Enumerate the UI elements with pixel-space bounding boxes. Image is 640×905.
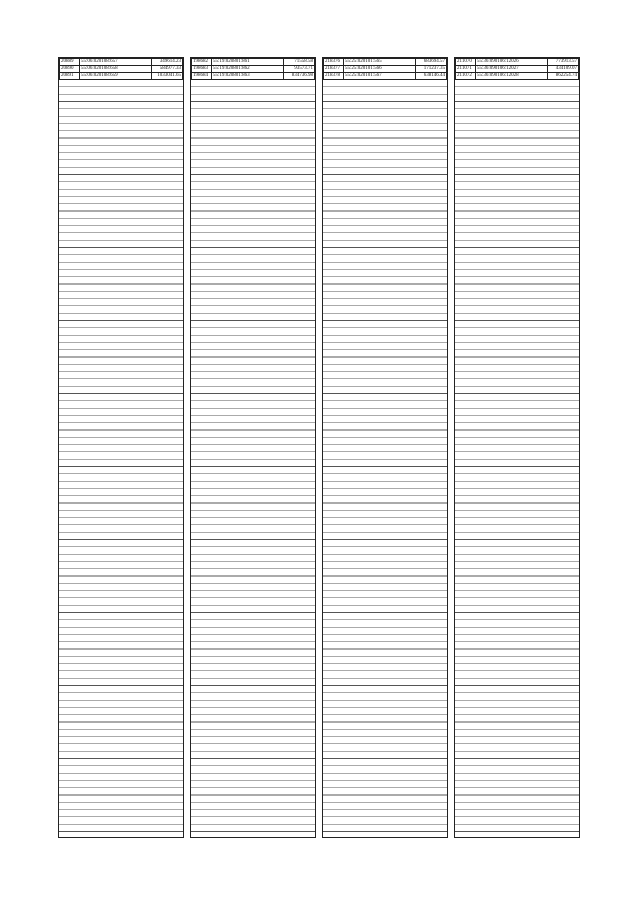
cadastral-number: 55:19:020801:863	[212, 73, 284, 80]
amount: 171237.35	[416, 66, 447, 73]
cadastral-number: 55:06:020108:659	[80, 73, 152, 80]
row-number: 211072	[456, 73, 476, 80]
cadastral-number: 55:25:020101:565	[344, 59, 416, 66]
table-row	[60, 59, 183, 66]
table-row	[324, 73, 447, 80]
cadastral-number: 55:25:020101:567	[344, 73, 416, 80]
amount: 71558.58	[284, 59, 315, 66]
cadastral-number: 55:36:090106:12028	[476, 73, 548, 80]
register-table	[191, 58, 315, 80]
table-row	[60, 73, 183, 80]
row-number: 20891	[60, 73, 80, 80]
row-number: 218376	[324, 59, 344, 66]
amount: 638146.44	[416, 73, 447, 80]
table-row	[192, 73, 315, 80]
cadastral-number: 55:19:020801:862	[212, 66, 284, 73]
register-table	[59, 58, 183, 80]
table-row	[456, 66, 579, 73]
table-row	[456, 59, 579, 66]
amount: 584977.33	[152, 66, 183, 73]
row-number: 211070	[456, 59, 476, 66]
amount: 683694.57	[416, 59, 447, 66]
table-panel-3	[322, 57, 448, 838]
row-number: 211071	[456, 66, 476, 73]
cadastral-number: 55:06:020108:657	[80, 59, 152, 66]
amount: 93573.71	[284, 66, 315, 73]
table-panel-4	[454, 57, 580, 838]
amount: 773913.57	[548, 59, 579, 66]
amount: 349614.23	[152, 59, 183, 66]
row-number: 198684	[192, 73, 212, 80]
row-number: 20889	[60, 59, 80, 66]
row-number: 198683	[192, 66, 212, 73]
row-number: 218378	[324, 73, 344, 80]
amount: 434109.07	[548, 66, 579, 73]
table-panel-2	[190, 57, 316, 838]
table-row	[324, 59, 447, 66]
cadastral-number: 55:36:090106:12027	[476, 66, 548, 73]
table-row	[324, 66, 447, 73]
amount: 834736.98	[284, 73, 315, 80]
register-table	[323, 58, 447, 80]
row-number: 218377	[324, 66, 344, 73]
amount: 862254.74	[548, 73, 579, 80]
table-row	[456, 73, 579, 80]
cadastral-number: 55:25:020101:566	[344, 66, 416, 73]
table-row	[192, 59, 315, 66]
table-row	[60, 66, 183, 73]
row-number: 20890	[60, 66, 80, 73]
cadastral-number: 55:19:020801:861	[212, 59, 284, 66]
cadastral-number: 55:36:090106:12026	[476, 59, 548, 66]
cadastral-number: 55:06:020108:658	[80, 66, 152, 73]
register-sheet	[58, 57, 582, 838]
table-row	[192, 66, 315, 73]
register-table	[455, 58, 579, 80]
table-panel-1	[58, 57, 184, 838]
row-number: 198682	[192, 59, 212, 66]
amount: 1033041.65	[152, 73, 183, 80]
